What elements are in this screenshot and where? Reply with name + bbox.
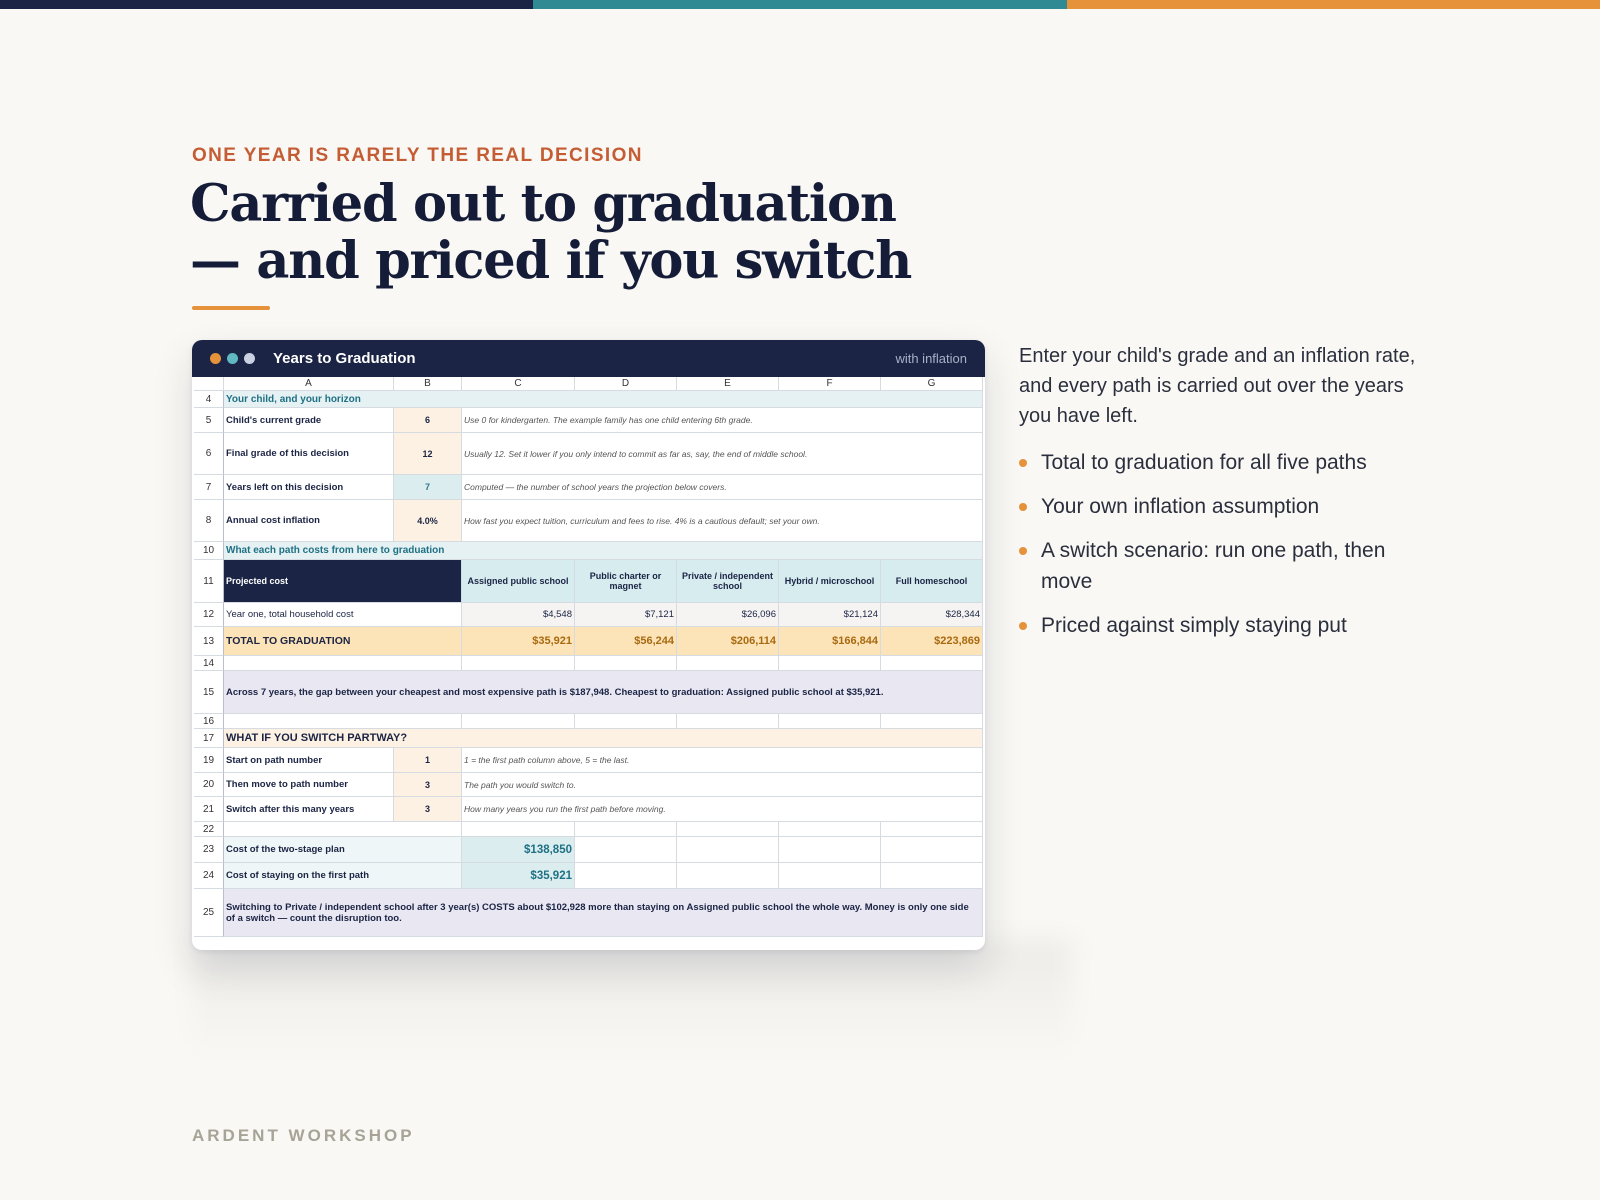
section-heading-path-costs[interactable]: What each path costs from here to graduation [224,542,983,560]
label-year-one-cost[interactable]: Year one, total household cost [224,603,462,627]
label-move-path[interactable]: Then move to path number [224,773,394,797]
feature-item: A switch scenario: run one path, then move [1019,535,1419,597]
input-start-path[interactable]: 1 [394,748,462,773]
year-one-cost-cell[interactable]: $21,124 [779,603,881,627]
note-years-left[interactable]: Computed — the number of school years the projection below covers. [462,475,983,500]
label-switch-years[interactable]: Switch after this many years [224,797,394,822]
column-header[interactable]: B [394,377,462,391]
total-cost-cell[interactable]: $223,869 [881,627,983,656]
empty-cell[interactable] [575,837,677,863]
note-move-path[interactable]: The path you would switch to. [462,773,983,797]
top-bar-navy-segment [0,0,533,9]
header-projected-cost[interactable]: Projected cost [224,560,462,603]
empty-cell[interactable] [462,822,575,837]
header-path[interactable]: Assigned public school [462,560,575,603]
label-start-path[interactable]: Start on path number [224,748,394,773]
column-header[interactable]: G [881,377,983,391]
stay-cost-value[interactable]: $35,921 [462,863,575,889]
empty-cell[interactable] [575,822,677,837]
row-number[interactable]: 14 [194,656,224,671]
row-number[interactable]: 8 [194,500,224,542]
empty-cell[interactable] [677,837,779,863]
empty-cell[interactable] [779,714,881,729]
empty-cell[interactable] [779,863,881,889]
spreadsheet-window [192,340,985,950]
empty-cell[interactable] [779,837,881,863]
input-inflation[interactable]: 4.0% [394,500,462,542]
empty-cell[interactable] [677,714,779,729]
summary-switch[interactable]: Switching to Private / independent school after 3 year(s) COSTS about $102,928 more than staying on Assigned public school the whole way. Money is only one side of a switch — count the disruption too. [224,889,983,937]
shadow-glow [192,940,1072,1060]
row-number[interactable]: 15 [194,671,224,714]
section-heading-horizon[interactable]: Your child, and your horizon [224,391,983,408]
empty-cell[interactable] [575,656,677,671]
label-inflation[interactable]: Annual cost inflation [224,500,394,542]
empty-cell[interactable] [677,656,779,671]
row-number[interactable]: 13 [194,627,224,656]
note-start-path[interactable]: 1 = the first path column above, 5 = the last. [462,748,983,773]
empty-cell[interactable] [462,656,575,671]
window-title: Years to Graduation [273,350,416,367]
window-tag: with inflation [895,351,967,366]
row-number[interactable]: 7 [194,475,224,500]
row-number[interactable]: 21 [194,797,224,822]
input-current-grade[interactable]: 6 [394,408,462,433]
empty-cell[interactable] [881,714,983,729]
label-years-left[interactable]: Years left on this decision [224,475,394,500]
total-cost-cell[interactable]: $56,244 [575,627,677,656]
feature-list [1019,447,1419,654]
column-header[interactable]: A [224,377,394,391]
input-move-path[interactable]: 3 [394,773,462,797]
row-number[interactable]: 11 [194,560,224,603]
computed-years-left[interactable]: 7 [394,475,462,500]
feature-item: Your own inflation assumption [1019,491,1419,522]
row-number[interactable]: 16 [194,714,224,729]
input-final-grade[interactable]: 12 [394,433,462,475]
empty-cell[interactable] [575,714,677,729]
feature-item: Total to graduation for all five paths [1019,447,1419,478]
row-number[interactable]: 24 [194,863,224,889]
empty-cell[interactable] [881,822,983,837]
empty-cell[interactable] [575,863,677,889]
label-final-grade[interactable]: Final grade of this decision [224,433,394,475]
empty-cell[interactable] [224,714,462,729]
empty-cell[interactable] [224,656,462,671]
feature-item: Priced against simply staying put [1019,610,1419,641]
window-titlebar [192,340,985,377]
header-path[interactable]: Full homeschool [881,560,983,603]
label-two-stage-cost[interactable]: Cost of the two-stage plan [224,837,462,863]
header-path[interactable]: Public charter or magnet [575,560,677,603]
row-number[interactable]: 23 [194,837,224,863]
total-cost-cell[interactable]: $166,844 [779,627,881,656]
empty-cell[interactable] [779,656,881,671]
window-dot-orange [210,353,221,364]
row-number[interactable]: 25 [194,889,224,937]
empty-cell[interactable] [881,656,983,671]
row-number[interactable]: 12 [194,603,224,627]
sheet-grid [194,377,985,937]
top-color-bar [0,0,1600,9]
label-total-to-graduation[interactable]: TOTAL TO GRADUATION [224,627,462,656]
headline: Carried out to graduation — and priced if you switch [190,174,912,291]
empty-cell[interactable] [224,822,462,837]
column-header[interactable]: E [677,377,779,391]
row-number[interactable]: 20 [194,773,224,797]
total-cost-cell[interactable]: $35,921 [462,627,575,656]
summary-gap[interactable]: Across 7 years, the gap between your cheapest and most expensive path is $187,948. Cheapest to graduation: Assigned public school at $35,921. [224,671,983,714]
empty-cell[interactable] [677,822,779,837]
empty-cell[interactable] [677,863,779,889]
year-one-cost-cell[interactable]: $7,121 [575,603,677,627]
label-current-grade[interactable]: Child's current grade [224,408,394,433]
column-header[interactable]: C [462,377,575,391]
top-bar-teal-segment [533,0,1066,9]
note-current-grade[interactable]: Use 0 for kindergarten. The example family has one child entering 6th grade. [462,408,983,433]
label-stay-cost[interactable]: Cost of staying on the first path [224,863,462,889]
year-one-cost-cell[interactable]: $26,096 [677,603,779,627]
row-number[interactable]: 5 [194,408,224,433]
top-bar-orange-segment [1067,0,1600,9]
year-one-cost-cell[interactable]: $4,548 [462,603,575,627]
switch-section-heading[interactable]: WHAT IF YOU SWITCH PARTWAY? [224,729,983,748]
empty-cell[interactable] [881,863,983,889]
note-switch-years[interactable]: How many years you run the first path before moving. [462,797,983,822]
corner-cell [194,377,224,391]
input-switch-years[interactable]: 3 [394,797,462,822]
total-cost-cell[interactable]: $206,114 [677,627,779,656]
empty-cell[interactable] [462,714,575,729]
row-number[interactable]: 6 [194,433,224,475]
headline-underline [192,306,270,310]
spreadsheet [192,377,985,937]
note-inflation[interactable]: How fast you expect tuition, curriculum and fees to rise. 4% is a cautious default; set your own. [462,500,983,542]
empty-cell[interactable] [881,837,983,863]
note-final-grade[interactable]: Usually 12. Set it lower if you only intend to commit as far as, say, the end of middle school. [462,433,983,475]
row-number[interactable]: 17 [194,729,224,748]
two-stage-cost-value[interactable]: $138,850 [462,837,575,863]
footer-brand: ARDENT WORKSHOP [192,1126,415,1145]
row-number[interactable]: 22 [194,822,224,837]
empty-cell[interactable] [779,822,881,837]
kicker: ONE YEAR IS RARELY THE REAL DECISION [192,145,643,166]
header-path[interactable]: Hybrid / microschool [779,560,881,603]
header-path[interactable]: Private / independent school [677,560,779,603]
row-number[interactable]: 4 [194,391,224,408]
column-header[interactable]: D [575,377,677,391]
window-dot-light [244,353,255,364]
row-number[interactable]: 10 [194,542,224,560]
window-dot-teal [227,353,238,364]
year-one-cost-cell[interactable]: $28,344 [881,603,983,627]
row-number[interactable]: 19 [194,748,224,773]
intro-text: Enter your child's grade and an inflation rate, and every path is carried out over the years you have left. [1019,345,1416,427]
column-header[interactable]: F [779,377,881,391]
